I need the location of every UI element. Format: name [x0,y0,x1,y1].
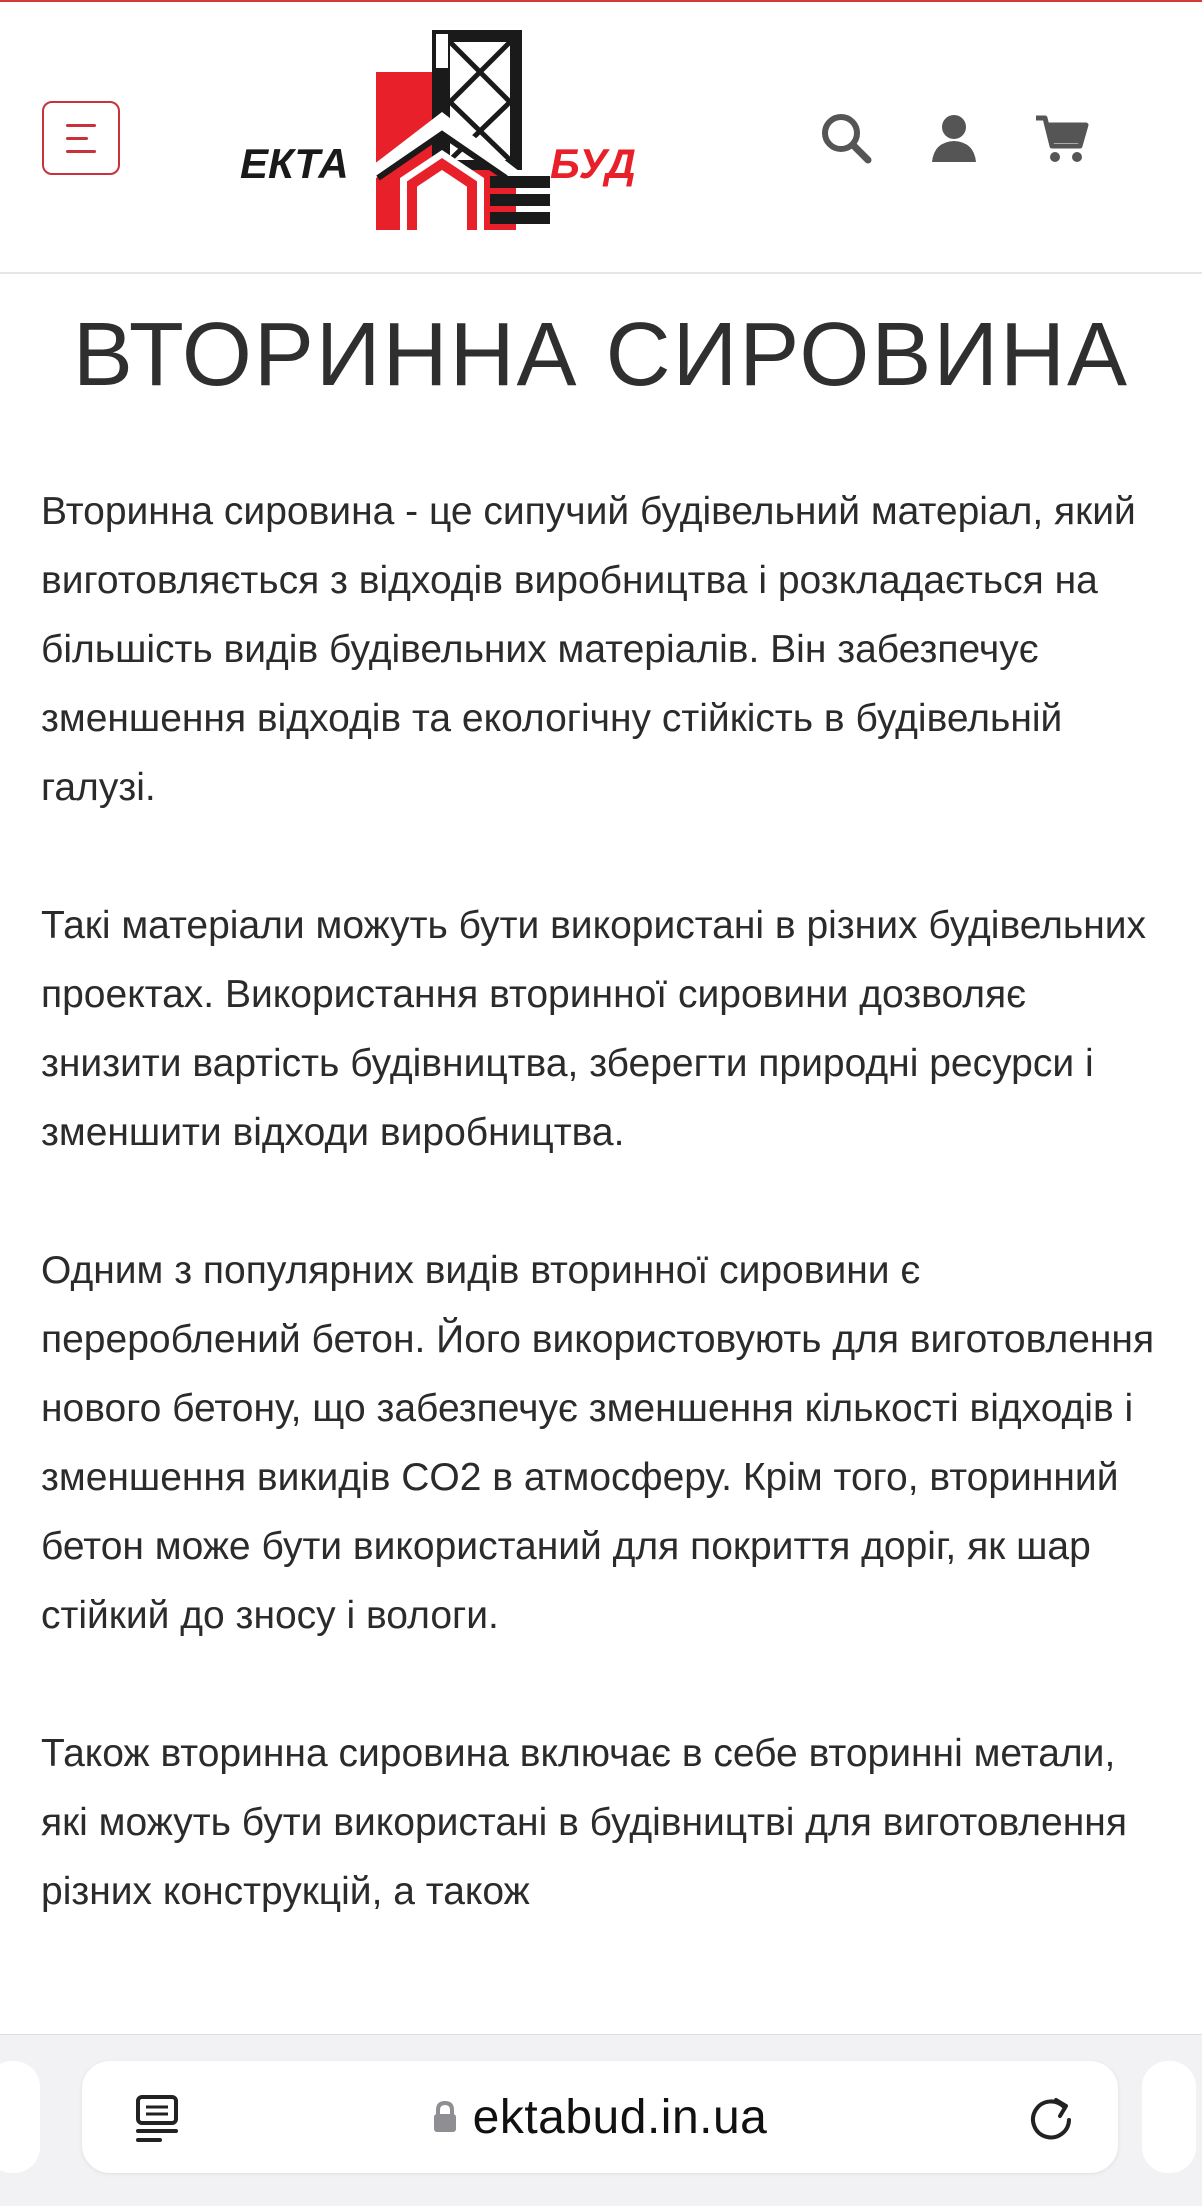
article-content [41,477,1171,1995]
user-icon[interactable] [926,110,982,166]
menu-icon-line [66,137,88,140]
paragraph: Також вторинна сировина включає в себе вторинні метали, які можуть бути використані в будівництві для виготовлення різних конструкцій, а також [41,1732,1127,1913]
paragraph: Вторинна сировина - це сипучий будівельний матеріал, який виготовляється з відходів виробництва і розкладається на більшість видів будівельних матеріалів. Він забезпечує зменшення відходів та екологічну стійкість в будівельній галузі. [41,490,1136,809]
site-logo[interactable] [236,28,660,232]
site-header [0,2,1202,274]
previous-tab-peek[interactable] [0,2061,40,2173]
cart-icon[interactable] [1034,110,1090,166]
browser-toolbar [0,2034,1202,2206]
menu-icon-line [66,124,96,127]
lock-icon [433,2101,457,2133]
url-display[interactable] [82,2061,1118,2173]
paragraph: Одним з популярних видів вторинної сировини є перероблений бетон. Його використовують для виготовлення нового бетону, що забезпечує зменшення кількості відходів і зменшення викидів CO2 в атмосферу. Крім того, вторинний бетон може бути використаний для покриття доріг, як шар стійкий до зносу і вологи. [41,1249,1155,1637]
search-icon[interactable] [818,110,874,166]
paragraph: Такі матеріали можуть бути використані в різних будівельних проектах. Використання вторинної сировини дозволяє знизити вартість будівництва, зберегти природні ресурси і зменшити відходи виробництва. [41,904,1147,1154]
logo-text-right: БУД [550,140,636,187]
address-bar[interactable] [82,2061,1118,2173]
logo-text-left: ЕКТА [240,140,349,187]
page-title: ВТОРИННА СИРОВИНА [72,305,1130,405]
menu-button[interactable] [42,101,120,175]
reload-icon[interactable] [1024,2091,1078,2145]
next-tab-peek[interactable] [1142,2061,1196,2173]
menu-icon-line [66,150,96,153]
url-text: ektabud.in.ua [472,2090,768,2144]
